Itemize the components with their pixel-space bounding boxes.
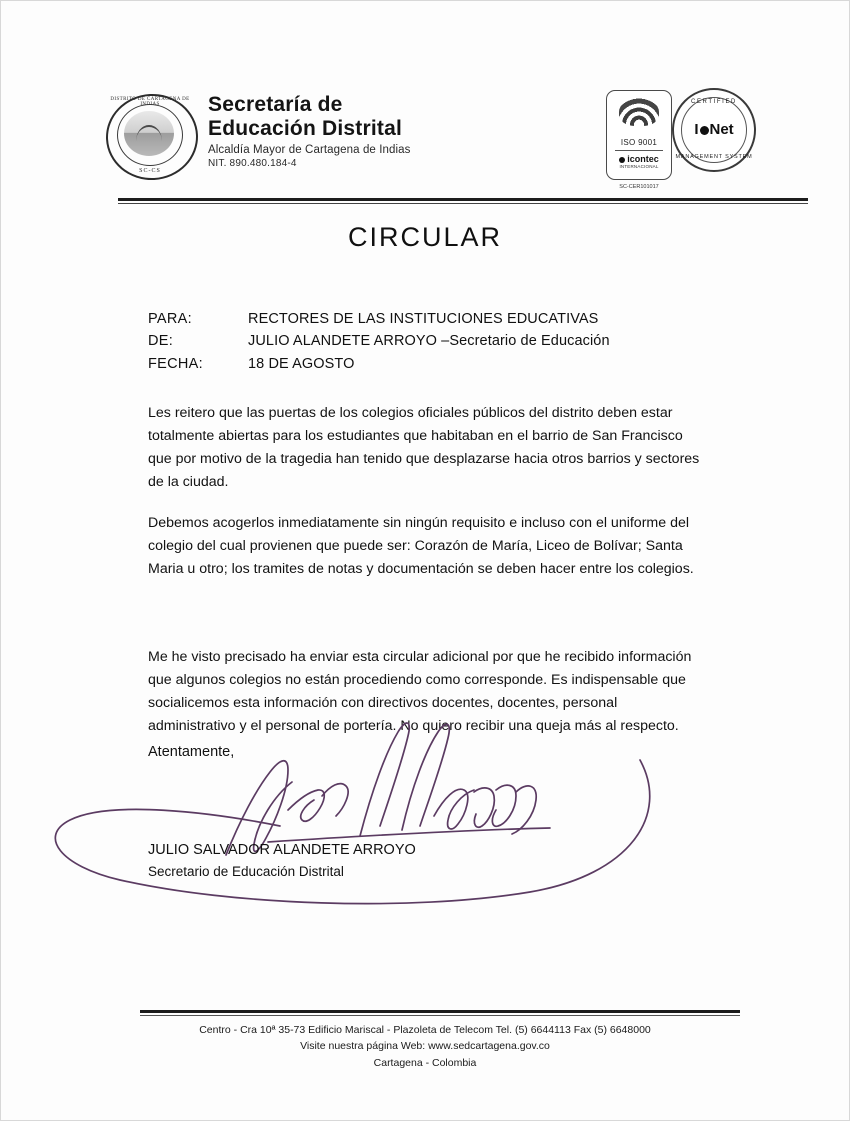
memo-label-para: PARA: xyxy=(148,311,192,327)
body-paragraph-2: Debemos acogerlos inmediatamente sin ningún requisito e incluso con el uniforme del colegio del cual provienen que puede ser: Corazón de María, Liceo de Bolívar; Santa Maria u otro; los tramites de notas y documentación se deben hacer entre los colegios. xyxy=(148,515,694,577)
icontec-iso-label: ISO 9001 xyxy=(620,138,658,147)
city-seal-icon xyxy=(106,94,198,180)
memo-value-fecha: 18 DE AGOSTO xyxy=(248,355,355,372)
icontec-brand-sub: INTERNACIONAL xyxy=(619,164,659,169)
footer-address: Centro - Cra 10ª 35-73 Edificio Mariscal - Plazoleta de Telecom Tel. (5) 6644113 Fax (5) 6648000 xyxy=(199,1024,651,1036)
entity-title-block xyxy=(208,94,411,170)
signature-block xyxy=(148,840,416,882)
header-rule-thin xyxy=(118,203,808,204)
entity-nit: NIT. 890.480.184-4 xyxy=(208,158,297,170)
icontec-brand: icontec xyxy=(607,154,671,164)
ionet-top-word: CERTIFIED xyxy=(691,99,737,105)
entity-line-1: Secretaría de xyxy=(208,93,343,116)
icontec-code: SC-CER101017 xyxy=(619,184,659,190)
ionet-certification-icon xyxy=(672,88,756,172)
footer-rule xyxy=(140,1010,740,1013)
body-paragraph-1: Les reitero que las puertas de los colegios oficiales públicos del distrito deben estar totalmente abiertas para los estudiantes que habitaban en el barrio de San Francisco que por motivo de la tragedia han tenido que desplazarse hacia otros barrios y sectores de la ciudad. xyxy=(148,405,700,490)
body-paragraph-3: Me he visto precisado ha enviar esta circular adicional por que he recibido información que algunos colegios no están procediendo como corresponde. Es indispensable que socialicemos esta información con directivos docentes, docentes, personal administrativo y el personal de portería. No quiero recibir una queja más al respecto. xyxy=(148,649,692,734)
entity-line-3: Alcaldía Mayor de Cartagena de Indias xyxy=(208,144,411,157)
footer-rule-thin xyxy=(140,1015,740,1016)
entity-line-2: Educación Distrital xyxy=(208,117,403,141)
closing-salutation: Atentamente, xyxy=(148,744,235,760)
footer-city: Cartagena - Colombia xyxy=(373,1056,477,1069)
memo-label-fecha: FECHA: xyxy=(148,355,203,372)
icontec-swoosh-icon xyxy=(619,98,659,126)
memo-field-row xyxy=(148,330,610,352)
memo-value-de: JULIO ALANDETE ARROYO –Secretario de Educación xyxy=(248,333,610,350)
letterhead xyxy=(100,88,790,188)
seal-bottom-text: SC-CS xyxy=(139,168,161,174)
seal-top-text: DISTRITO DE CARTAGENA DE INDIAS xyxy=(110,97,190,107)
icontec-certification-icon xyxy=(606,90,672,190)
signer-name: JULIO SALVADOR ALANDETE ARROYO xyxy=(148,842,416,858)
memo-header-fields xyxy=(148,308,610,375)
ionet-bottom-word: MANAGEMENT SYSTEM xyxy=(675,154,753,160)
memo-value-para: RECTORES DE LAS INSTITUCIONES EDUCATIVAS xyxy=(248,311,599,327)
footer xyxy=(0,1022,850,1071)
page-title: CIRCULAR xyxy=(347,222,503,252)
memo-field-row xyxy=(148,308,610,330)
memo-field-row xyxy=(148,353,610,375)
signer-role: Secretario de Educación Distrital xyxy=(148,863,344,879)
footer-website: Visite nuestra página Web: www.sedcartagena.gov.co xyxy=(300,1040,550,1053)
ionet-brand: I Net xyxy=(694,121,734,138)
memo-label-de: DE: xyxy=(148,333,174,350)
header-rule xyxy=(118,198,808,201)
